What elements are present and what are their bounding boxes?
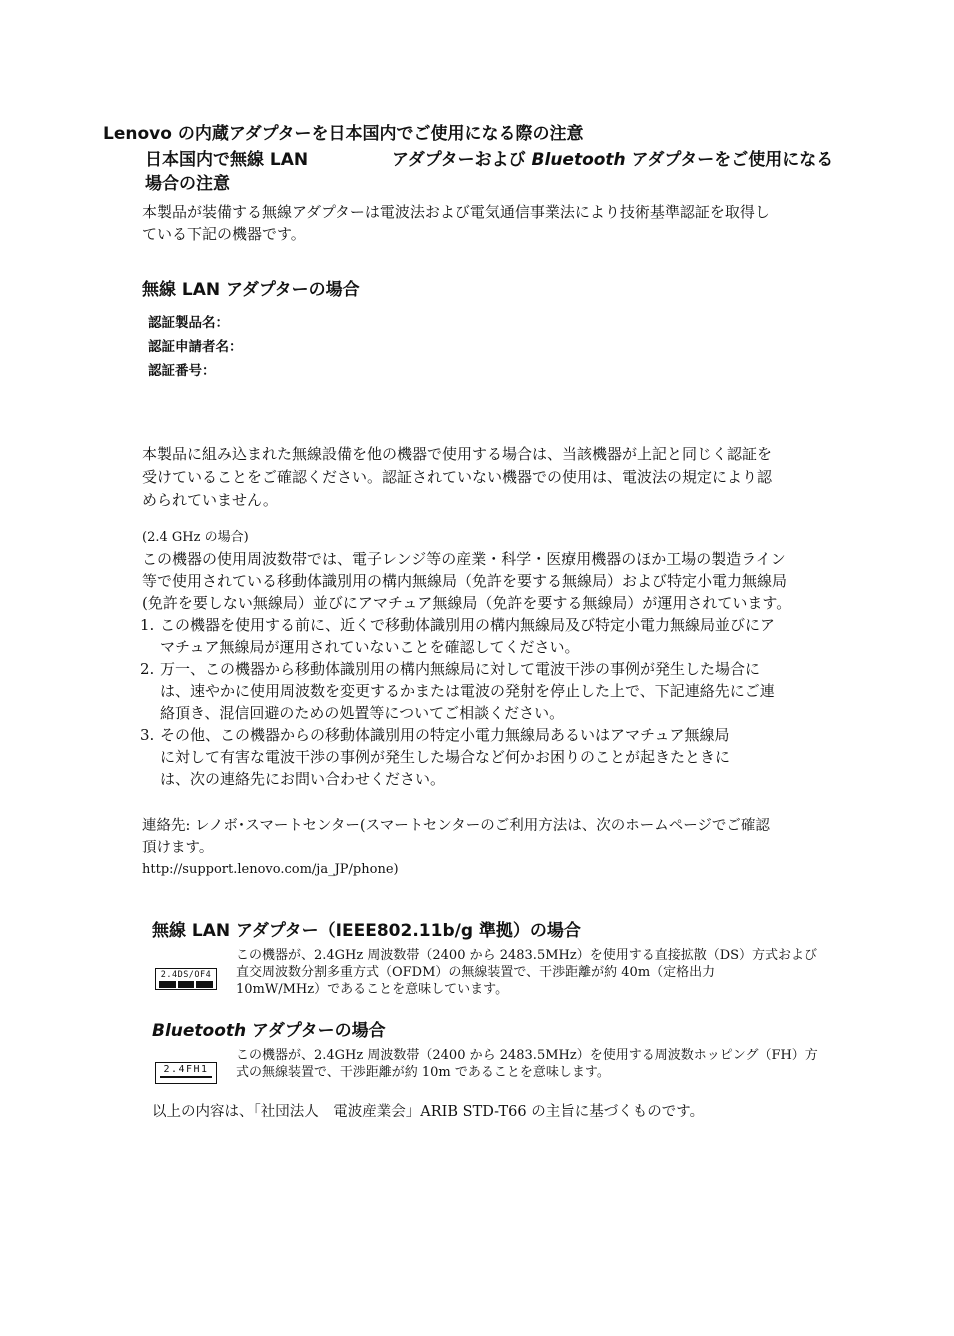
band-label: (2.4 GHz の場合): [142, 530, 249, 545]
bluetooth-heading-rest: アダプターの場合: [246, 1021, 386, 1041]
field-product-name: 認証製品名：: [148, 315, 229, 331]
page-title: Lenovo の内蔵アダプターを日本国内でご使用になる際の注意: [103, 124, 584, 144]
wlan-standard-info: この機器が、2.4GHz 周波数帯（2400 から 2483.5MHz）を使用する直接拡散（DS）方式および 直交周波数分割多重方式（OFDM）の無線装置で、干渉距離が約 40m（定格出力 10mW/MHz）であることを意味しています。: [236, 948, 818, 997]
contact-line: 頂けます。: [142, 840, 214, 856]
intro-paragraph: [142, 201, 902, 245]
section-title: [145, 148, 885, 172]
bluetooth-info: この機器が、2.4GHz 周波数帯（2400 から 2483.5MHz）を使用する周波数ホッピング（FH）方 式の無線装置で、干渉距離が約 10m であることを意味します。: [236, 1048, 818, 1080]
contact-line: 連絡先: レノボ･スマートセンター(スマートセンターのご利用方法は、次のホームページでご確認: [142, 818, 770, 834]
notice-line: 受けていることをご確認ください。認証されていない機器での使用は、電波法の規定により認: [142, 468, 773, 486]
usage-notice: [142, 443, 902, 512]
bluetooth-heading: [152, 1016, 386, 1041]
wlan-badge-bars: [158, 981, 214, 988]
list-item: 1. この機器を使用する前に、近くで移動体識別用の構内無線局及び特定小電力無線局並びにア マチュア無線局が運用されていないことを確認してください。: [140, 616, 776, 656]
wlan-badge-text: 2.4DS/OF4: [160, 970, 212, 980]
wlan-frequency-label: [155, 968, 217, 990]
band-line: 等で使用されている移動体識別用の構内無線局（免許を要する無線局）および特定小電力無線局: [142, 572, 788, 590]
contact-info: [142, 815, 902, 881]
notice-line: 本製品に組み込まれた無線設備を他の機器で使用する場合は、当該機器が上記と同じく認証を: [142, 445, 773, 463]
band-section: [142, 528, 902, 790]
bluetooth-heading-bt: Bluetooth: [152, 1021, 247, 1041]
band-line: この機器の使用周波数帯では、電子レンジ等の産業・科学・医療用機器のほか工場の製造ライン: [142, 550, 786, 568]
support-link[interactable]: http://support.lenovo.com/ja_JP/phone): [142, 862, 399, 877]
band-line: (免許を要しない無線局）並びにアマチュア無線局（免許を要する無線局）が運用されています。: [142, 594, 792, 612]
intro-line: ている下記の機器です。: [142, 225, 306, 243]
wlan-standard-heading: 無線 LAN アダプター（IEEE802.11b/g 準拠）の場合: [152, 921, 581, 941]
section-title-part1: 日本国内で無線 LAN: [145, 150, 309, 170]
certification-fields: [148, 311, 243, 383]
bt-badge-line: [160, 1076, 212, 1078]
list-item: 3. その他、この機器からの移動体識別用の特定小電力無線局あるいはアマチュア無線局 に対して有害な電波干渉の事例が発生した場合など何かお困りのことが起きたときに は、次の連絡先にお問い合わせください。: [140, 726, 731, 788]
wlan-heading: 無線 LAN アダプターの場合: [142, 280, 360, 300]
section-title-part3: アダプターをご使用になる: [625, 150, 834, 170]
bt-badge-text: 2.4FH1: [163, 1064, 209, 1075]
section-title-part2: アダプターおよび: [391, 150, 532, 170]
field-cert-number: 認証番号：: [148, 363, 216, 379]
notice-line: められていません。: [142, 491, 278, 509]
field-applicant-name: 認証申請者名：: [148, 339, 243, 355]
section-title-bluetooth: Bluetooth: [531, 150, 626, 170]
intro-line: 本製品が装備する無線アダプターは電波法および電気通信事業法により技術基準認証を取得し: [142, 203, 770, 221]
footer-note: 以上の内容は、「社団法人 電波産業会」ARIB STD-T66 の主旨に基づくものです。: [152, 1104, 705, 1120]
section-title-line2: 場合の注意: [145, 174, 230, 194]
list-item: 2. 万一、この機器から移動体識別用の構内無線局に対して電波干渉の事例が発生した場合に は、速やかに使用周波数を変更するかまたは電波の発射を停止した上で、下記連絡先にご連 絡頂き、混信回避のための処置等についてご相談ください。: [140, 660, 775, 722]
bluetooth-frequency-label: [155, 1062, 217, 1084]
